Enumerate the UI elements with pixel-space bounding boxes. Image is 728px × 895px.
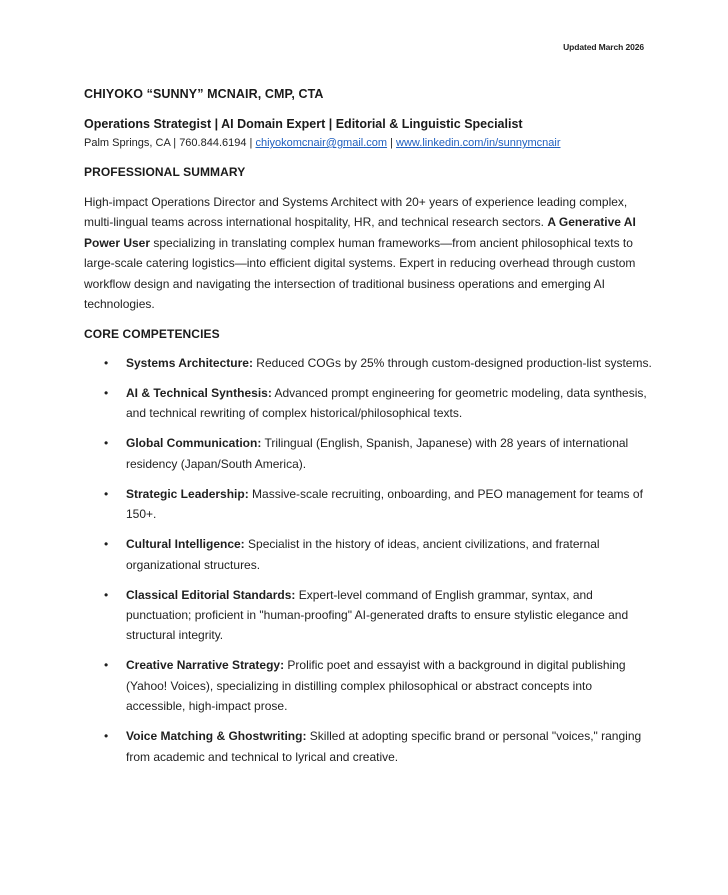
contact-line: [84, 137, 561, 149]
bullet-icon: •: [104, 436, 109, 451]
bullet-icon: •: [104, 729, 109, 744]
contact-phone: 760.844.6194: [179, 137, 247, 149]
competency-term: Strategic Leadership:: [126, 486, 249, 501]
bullet-icon: •: [104, 658, 109, 673]
bullet-icon: •: [104, 537, 109, 552]
list-item: [84, 585, 654, 646]
competency-term: Global Communication:: [126, 436, 262, 451]
competency-text: Trilingual (English, Spanish, Japanese) with 28 years of international residency (Japan/South America).: [126, 436, 629, 471]
candidate-tagline: Operations Strategist | AI Domain Expert | Editorial & Linguistic Specialist: [84, 117, 523, 131]
list-item: [84, 433, 654, 474]
summary-text-bold: A Generative AI Power User: [84, 215, 636, 250]
competency-text: Massive-scale recruiting, onboarding, and PEO management for teams of 150+.: [126, 486, 643, 522]
competency-term: Voice Matching & Ghostwriting:: [126, 729, 307, 744]
list-item: [84, 484, 654, 525]
competency-text: Prolific poet and essayist with a background in digital publishing (Yahoo! Voices), specializing in distilling complex philosophical or abstract concepts into accessible, high-impact prose.: [126, 658, 626, 714]
summary-paragraph: [84, 192, 649, 314]
competency-term: AI & Technical Synthesis:: [126, 386, 272, 400]
competency-text: Skilled at adopting specific brand or personal "voices," ranging from academic and technical to lyrical and creative.: [126, 729, 642, 764]
contact-separator: |: [387, 137, 397, 149]
contact-location: Palm Springs, CA: [84, 137, 171, 149]
summary-text-part2: specializing in translating complex human frameworks—from ancient philosophical texts to large-scale catering logistics—into efficient digital systems. Expert in reducing overhead through custom workflow design and navigating the intersection of traditional business operations and emerging AI technologies.: [84, 235, 636, 312]
competency-text: Specialist in the history of ideas, ancient civilizations, and fraternal organizational structures.: [126, 537, 600, 572]
summary-text-part1: High-impact Operations Director and Systems Architect with 20+ years of experience leading complex, multi-lingual teams across international hospitality, HR, and technical research sectors.: [84, 195, 628, 230]
competency-text: Reduced COGs by 25% through custom-designed production-list systems.: [252, 356, 652, 370]
bullet-icon: •: [104, 386, 109, 400]
summary-heading: PROFESSIONAL SUMMARY: [84, 165, 246, 179]
list-item: [84, 534, 654, 575]
competency-term: Classical Editorial Standards:: [126, 587, 296, 602]
bullet-icon: •: [104, 587, 109, 602]
competency-text: Advanced prompt engineering for geometric modeling, data synthesis, and technical rewriting of complex historical/philosophical texts.: [126, 386, 647, 421]
competencies-list: [84, 353, 654, 777]
list-item: [84, 383, 654, 424]
competency-term: Cultural Intelligence:: [126, 537, 245, 552]
list-item: [84, 726, 654, 767]
updated-date: Updated March 2026: [563, 42, 644, 52]
contact-separator: |: [246, 137, 256, 149]
competency-term: Systems Architecture:: [126, 356, 253, 370]
bullet-icon: •: [104, 486, 109, 501]
list-item: [84, 353, 654, 373]
bullet-icon: •: [104, 356, 109, 370]
candidate-name: CHIYOKO “SUNNY” MCNAIR, CMP, CTA: [84, 87, 324, 101]
linkedin-link[interactable]: www.linkedin.com/in/sunnymcnair: [396, 137, 561, 149]
competency-text: Expert-level command of English grammar, syntax, and punctuation; proficient in "human-proofing" AI-generated drafts to ensure stylistic elegance and structural integrity.: [126, 587, 629, 643]
competency-term: Creative Narrative Strategy:: [126, 658, 285, 673]
email-link[interactable]: chiyokomcnair@gmail.com: [255, 137, 388, 149]
contact-separator: |: [170, 137, 180, 149]
list-item: [84, 655, 654, 716]
competencies-heading: CORE COMPETENCIES: [84, 327, 220, 341]
